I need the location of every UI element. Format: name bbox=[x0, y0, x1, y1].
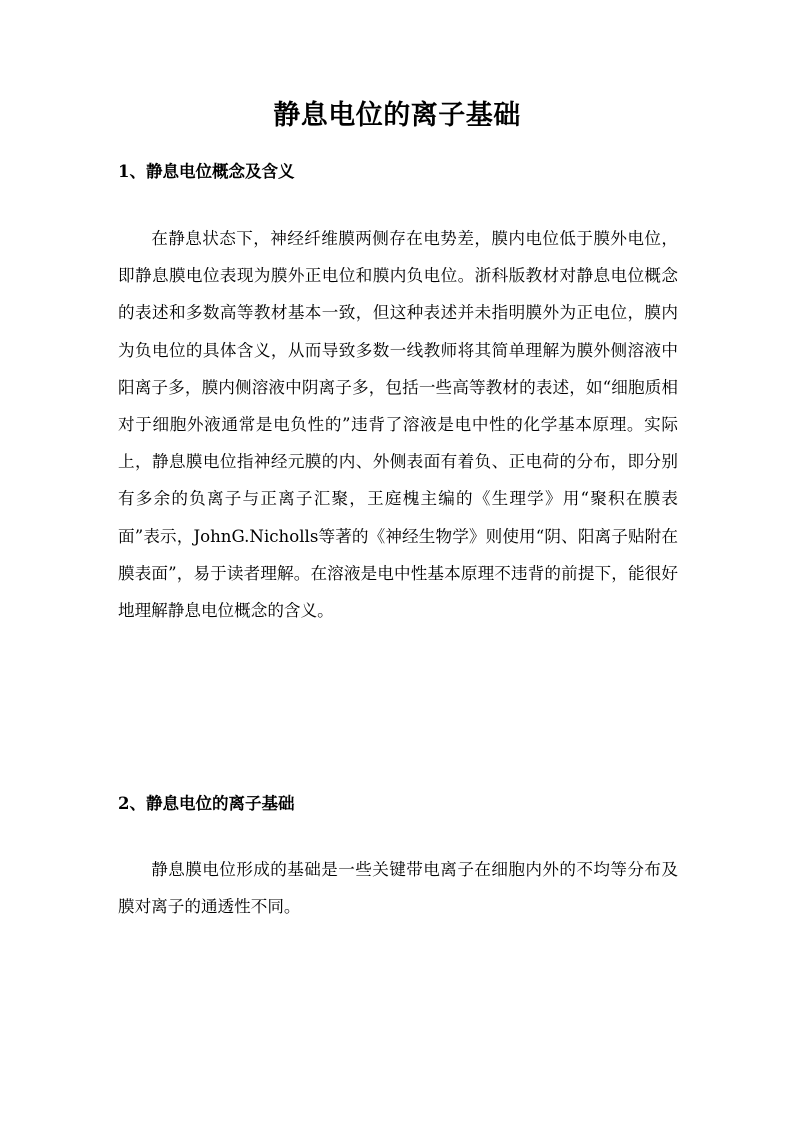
section-2-paragraph: 静息膜电位形成的基础是一些关键带电离子在细胞内外的不均等分布及膜对离子的通透性不同。 bbox=[118, 860, 678, 917]
section-1-paragraph: 在静息状态下，神经纤维膜两侧存在电势差，膜内电位低于膜外电位，即静息膜电位表现为膜外正电位和膜内负电位。浙科版教材对静息电位概念的表述和多数高等教材基本一致，但这种表述并未指明膜外为正电位，膜内为负电位的具体含义，从而导致多数一线教师将其简单理解为膜外侧溶液中阳离子多，膜内侧溶液中阴离子多，包括一些高等教材的表述，如“细胞质相对于细胞外液通常是电负性的”违背了溶液是电中性的化学基本原理。实际上，静息膜电位指神经元膜的内、外侧表面有着负、正电荷的分布，即分别有多余的负离子与正离子汇聚，王庭槐主编的《生理学》用“聚积在膜表面”表示，JohnG.Nicholls等著的《神经生物学》则使用“阴、阳离子贴附在膜表面”，易于读者理解。在溶液是电中性基本原理不违背的前提下，能很好地理解静息电位概念的含义。 bbox=[118, 229, 678, 621]
document-title: 静息电位的离子基础 bbox=[273, 100, 521, 131]
section-2-heading: 2、静息电位的离子基础 bbox=[118, 794, 295, 813]
section-1-heading: 1、静息电位概念及含义 bbox=[118, 162, 295, 181]
